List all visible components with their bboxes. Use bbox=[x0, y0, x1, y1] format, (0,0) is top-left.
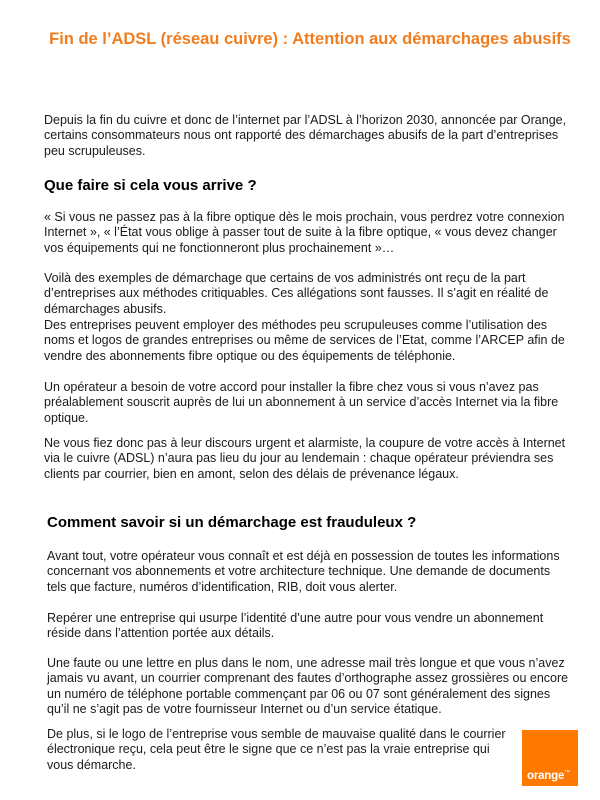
section2-paragraph-3: Une faute ou une lettre en plus dans le nom, une adresse mail très longue et que vous n’avez jamais vu avant, un courrier comprenant des fautes d’orthographe assez grossières ou encore un numéro de téléphone portable commençant par 06 ou 07 sont généralement des signes qu’il ne s’agit pas de votre fournisseur Internet ou d’un service étatique. bbox=[47, 656, 569, 716]
section2-paragraph-1: Avant tout, votre opérateur vous connaît et est déjà en possession de toutes les informations concernant vos abonnements et votre architecture technique. Une demande de documents tels que facture, numéros d’identification, RIB, doit vous alerter. bbox=[47, 549, 560, 594]
section2-paragraph-4: De plus, si le logo de l’entreprise vous semble de mauvaise qualité dans le courrier électronique reçu, cela peut être le signe que ce n’est pas la vraie entreprise qui vous démarche. bbox=[47, 727, 506, 772]
section1-paragraph-1: « Si vous ne passez pas à la fibre optique dès le mois prochain, vous perdrez votre connexion Internet », « l’État vous oblige à passer tout de suite à la fibre optique, « vous devez changer vos équipements qui ne fonctionneront plus prochainement »… bbox=[44, 210, 565, 255]
orange-logo bbox=[522, 730, 578, 786]
section1-paragraph-4: Un opérateur a besoin de votre accord pour installer la fibre chez vous si vous n’avez pas préalablement souscrit auprès de lui un abonnement à un service d’accès Internet via la fibre optique. bbox=[44, 380, 559, 425]
section-heading-fraud-check: Comment savoir si un démarchage est frauduleux ? bbox=[47, 514, 417, 531]
section-heading-what-to-do: Que faire si cela vous arrive ? bbox=[44, 177, 257, 194]
section1-paragraph-2: Voilà des exemples de démarchage que certains de vos administrés ont reçu de la part d’entreprises aux méthodes critiquables. Ces allégations sont fausses. Il s’agit en réalité de démarchages abusifs. bbox=[44, 271, 549, 316]
section1-paragraph-5: Ne vous fiez donc pas à leur discours urgent et alarmiste, la coupure de votre accès à Internet via le cuivre (ADSL) n’aura pas lieu du jour au lendemain : chaque opérateur préviendra ses clients par courrier, bien en amont, selon des délais de prévenance légaux. bbox=[44, 436, 566, 481]
section2-paragraph-2: Repérer une entreprise qui usurpe l’identité d’une autre pour vous vendre un abonnement réside dans l’attention portée aux détails. bbox=[47, 611, 544, 641]
intro-paragraph: Depuis la fin du cuivre et donc de l’internet par l’ADSL à l’horizon 2030, annoncée par Orange, certains consommateurs nous ont rapporté des démarchages abusifs de la part d’entreprises peu scrupuleuses. bbox=[44, 113, 567, 158]
orange-logo-wordmark: orange™ bbox=[527, 770, 570, 782]
section1-paragraph-3: Des entreprises peuvent employer des méthodes peu scrupuleuses comme l’utilisation des noms et logos de grandes entreprises ou même de services de l’Etat, comme l’ARCEP afin de vendre des abonnements fibre optique ou des équipements de téléphonie. bbox=[44, 318, 565, 363]
page-title: Fin de l’ADSL (réseau cuivre) : Attention aux démarchages abusifs bbox=[49, 30, 571, 48]
